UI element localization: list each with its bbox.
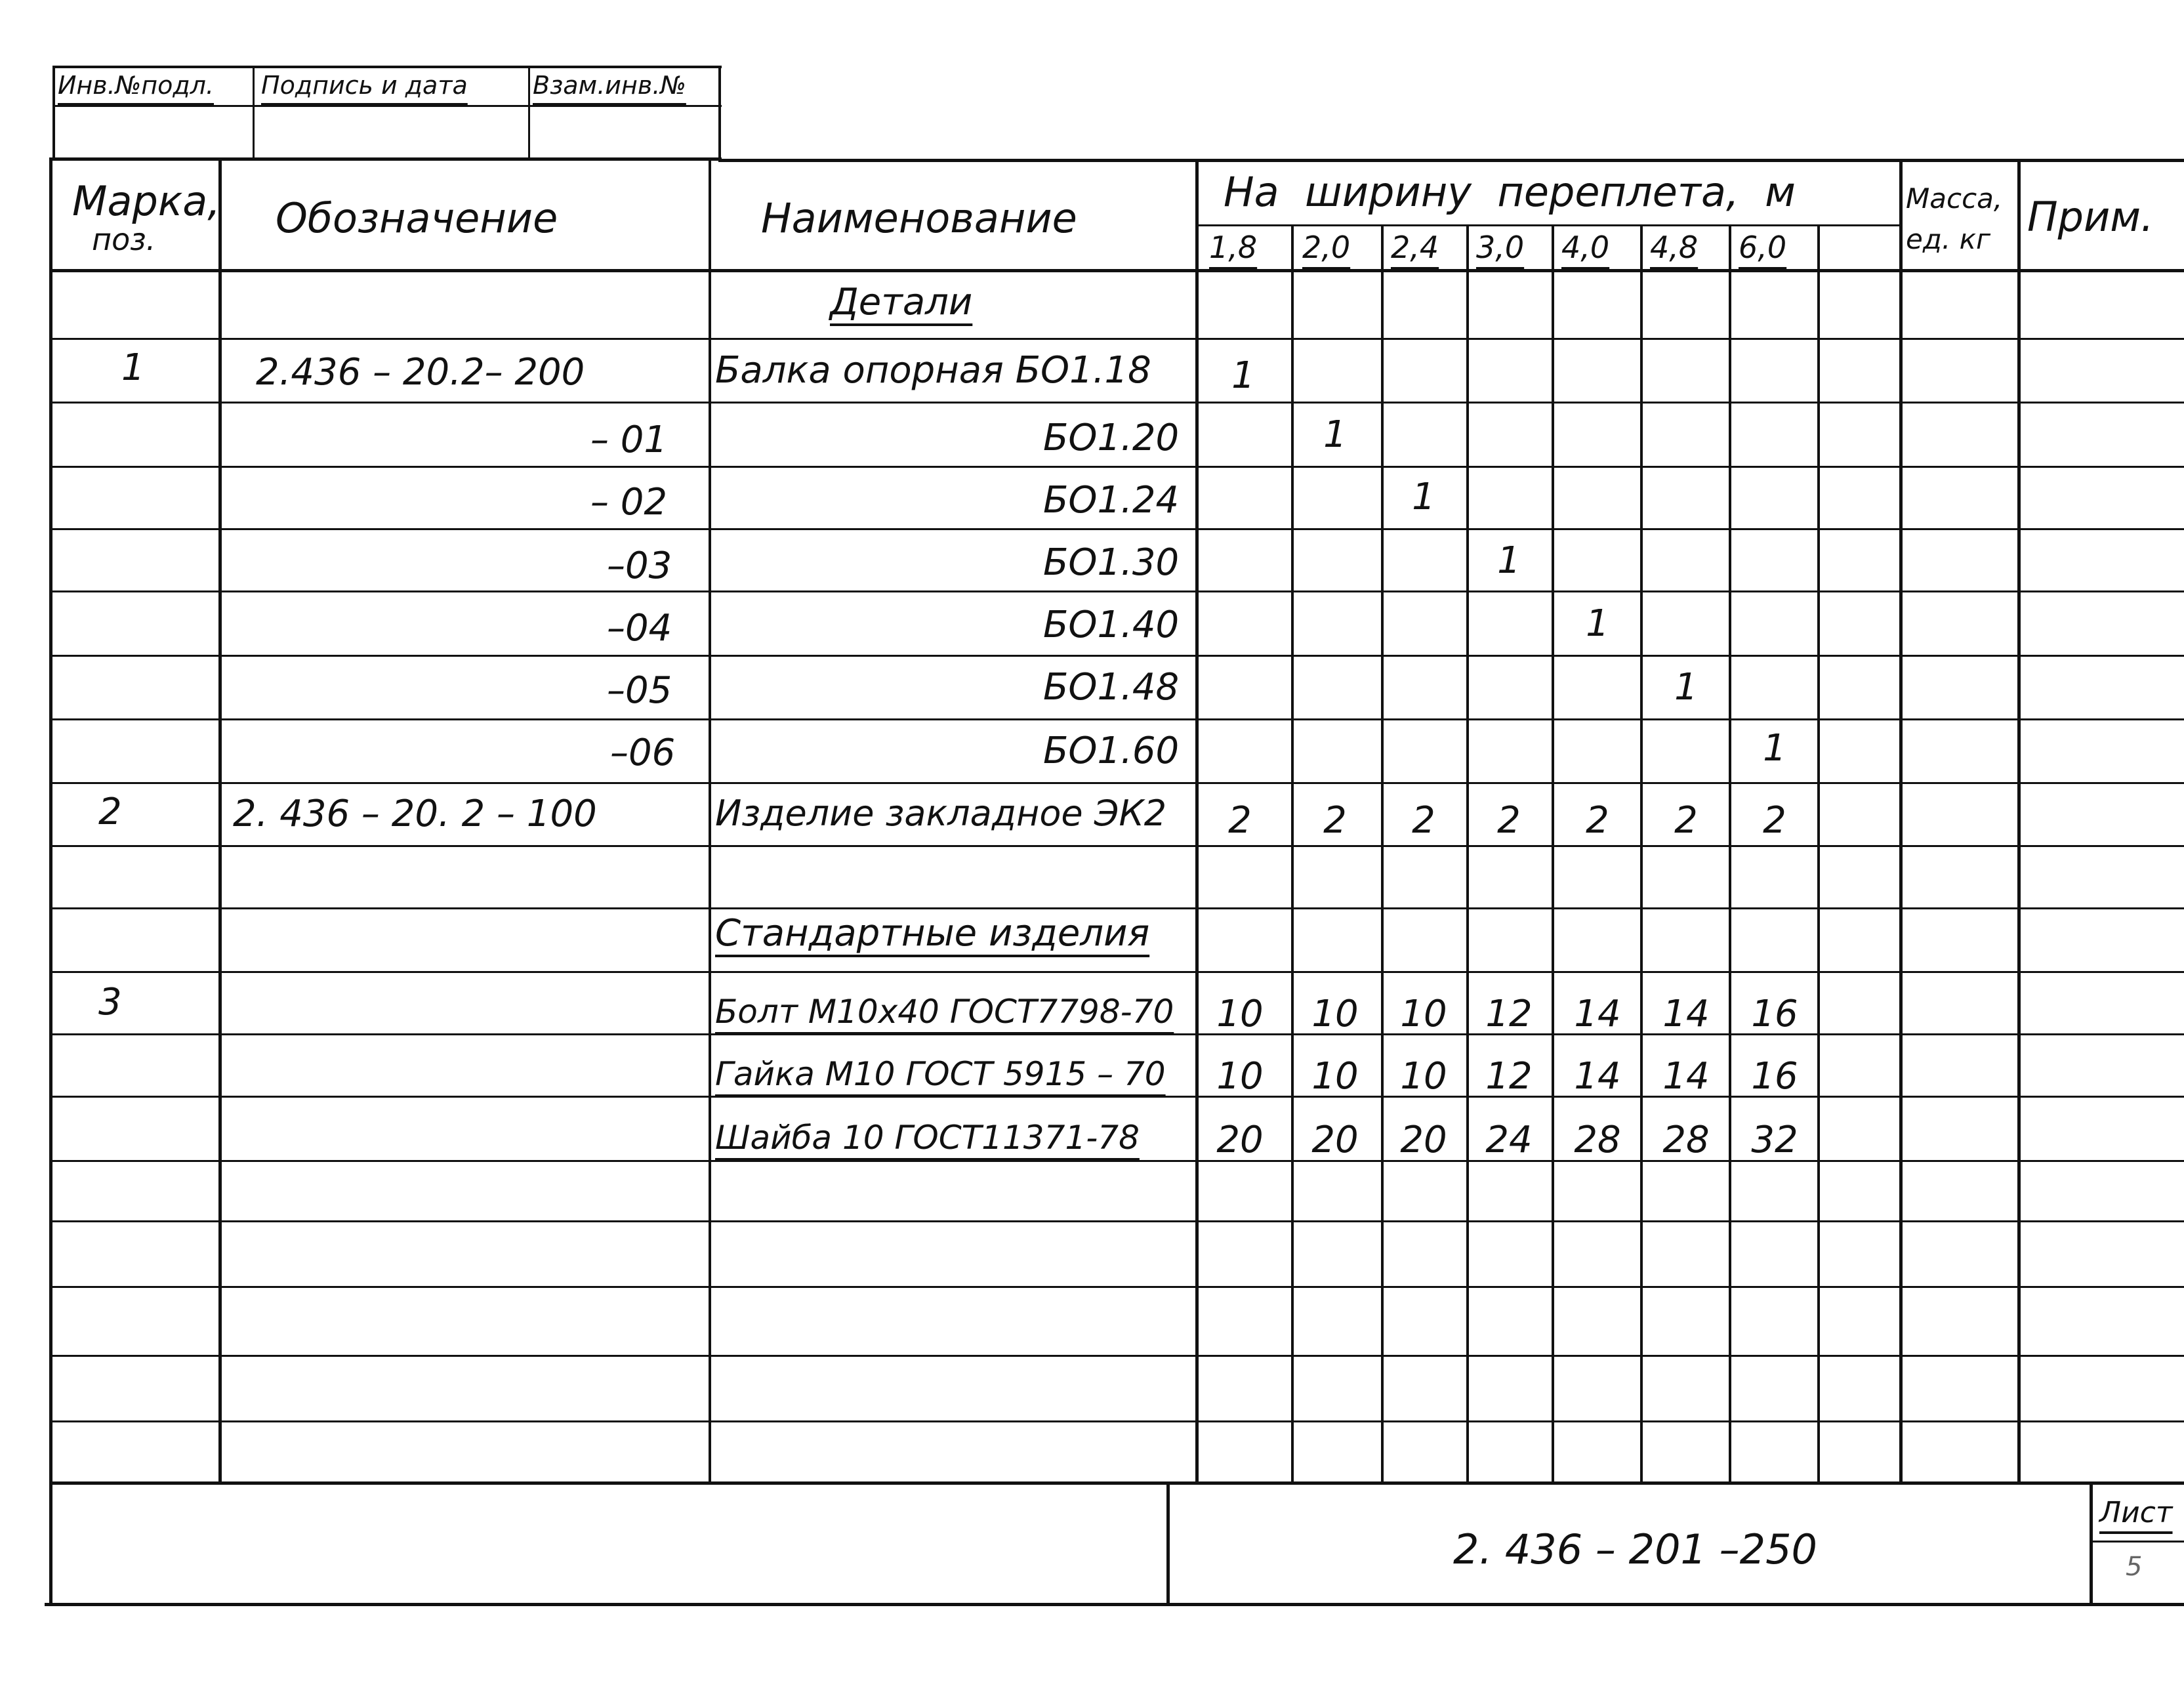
header-designation: Обозначение — [276, 194, 558, 242]
inv-number-label: Инв.№подл. — [58, 71, 215, 100]
qty-4-8: 28 — [1662, 1119, 1710, 1161]
qty-3-0: 2 — [1497, 799, 1521, 842]
header-mass-line1: Масса, — [1906, 182, 2003, 215]
qty-2-4: 20 — [1400, 1119, 1447, 1161]
qty-2-4: 10 — [1400, 993, 1447, 1035]
section-standard: Стандартные изделия — [715, 912, 1150, 955]
replace-inv-label: Взам.инв.№ — [533, 71, 686, 100]
qty-2-0: 2 — [1323, 799, 1347, 842]
qty-4-0: 14 — [1574, 1055, 1621, 1098]
row-designation: –06 — [610, 732, 676, 774]
row-name: Шайба 10 ГОСТ11371-78 — [715, 1119, 1140, 1157]
row-designation: 2. 436 – 20. 2 – 100 — [233, 793, 597, 835]
qty-4-0: 2 — [1586, 799, 1609, 842]
qty-2-0: 20 — [1311, 1119, 1359, 1161]
row-name: БО1.40 — [1043, 604, 1180, 646]
row-designation: 2.436 – 20.2– 200 — [256, 351, 585, 394]
row-pos: 2 — [98, 791, 122, 833]
row-name: Изделие закладное ЭК2 — [715, 793, 1167, 834]
header-width-group: На ширину переплета, м — [1224, 168, 1796, 216]
row-designation: –03 — [607, 545, 672, 587]
qty-1-8: 10 — [1216, 1055, 1264, 1098]
row-pos: 1 — [121, 346, 145, 389]
row-name: Гайка М10 ГОСТ 5915 – 70 — [715, 1055, 1166, 1093]
qty-6-0: 16 — [1751, 993, 1798, 1035]
signature-date-label: Подпись и дата — [261, 71, 468, 100]
qty-1-8: 10 — [1216, 993, 1264, 1035]
row-name: БО1.48 — [1043, 666, 1180, 709]
qty-1-8: 20 — [1216, 1119, 1264, 1161]
row-name: БО1.60 — [1043, 730, 1180, 772]
qty-6-0: 32 — [1751, 1119, 1798, 1161]
width-2-0: 2,0 — [1302, 230, 1351, 265]
qty-6-0: 1 — [1763, 727, 1786, 770]
width-4-0: 4,0 — [1561, 230, 1610, 265]
row-designation: – 02 — [590, 481, 668, 524]
qty-4-8: 14 — [1662, 993, 1710, 1035]
qty-3-0: 12 — [1485, 993, 1533, 1035]
qty-3-0: 1 — [1497, 539, 1521, 582]
qty-2-0: 10 — [1311, 993, 1359, 1035]
qty-2-0: 10 — [1311, 1055, 1359, 1098]
doc-number: 2. 436 – 201 –250 — [1453, 1525, 1818, 1573]
header-mark-line1: Марка, — [72, 177, 220, 225]
width-1-8: 1,8 — [1209, 230, 1258, 265]
sheet-number: 5 — [2126, 1552, 2143, 1582]
width-6-0: 6,0 — [1739, 230, 1787, 265]
qty-2-4: 10 — [1400, 1055, 1447, 1098]
width-2-4: 2,4 — [1391, 230, 1439, 265]
sheet-label: Лист — [2099, 1496, 2173, 1529]
header-name: Наименование — [761, 194, 1077, 242]
header-note: Прим. — [2027, 193, 2154, 241]
row-name: БО1.30 — [1043, 541, 1180, 584]
row-name: Болт М10х40 ГОСТ7798-70 — [715, 993, 1174, 1031]
row-designation: – 01 — [590, 419, 668, 461]
qty-3-0: 24 — [1485, 1119, 1533, 1161]
qty-1-8: 1 — [1231, 354, 1255, 397]
qty-2-0: 1 — [1323, 413, 1347, 456]
qty-4-8: 1 — [1674, 666, 1698, 709]
qty-2-4: 1 — [1412, 476, 1435, 518]
row-name: БО1.24 — [1043, 479, 1180, 522]
row-name: БО1.20 — [1043, 417, 1180, 459]
header-mass-line2: ед. кг — [1906, 223, 1991, 255]
width-3-0: 3,0 — [1476, 230, 1525, 265]
qty-4-8: 2 — [1674, 799, 1698, 842]
row-designation: –05 — [607, 669, 672, 712]
row-pos: 3 — [98, 981, 122, 1024]
row-name: Балка опорная БО1.18 — [715, 349, 1151, 392]
qty-6-0: 2 — [1763, 799, 1786, 842]
qty-3-0: 12 — [1485, 1055, 1533, 1098]
row-designation: –04 — [607, 607, 672, 650]
width-4-8: 4,8 — [1650, 230, 1699, 265]
qty-2-4: 2 — [1412, 799, 1435, 842]
qty-4-0: 14 — [1574, 993, 1621, 1035]
qty-4-8: 14 — [1662, 1055, 1710, 1098]
header-mark-line2: поз. — [92, 222, 156, 257]
qty-1-8: 2 — [1228, 799, 1252, 842]
qty-4-0: 28 — [1574, 1119, 1621, 1161]
qty-6-0: 16 — [1751, 1055, 1798, 1098]
qty-4-0: 1 — [1586, 602, 1609, 645]
section-details: Детали — [830, 281, 973, 323]
